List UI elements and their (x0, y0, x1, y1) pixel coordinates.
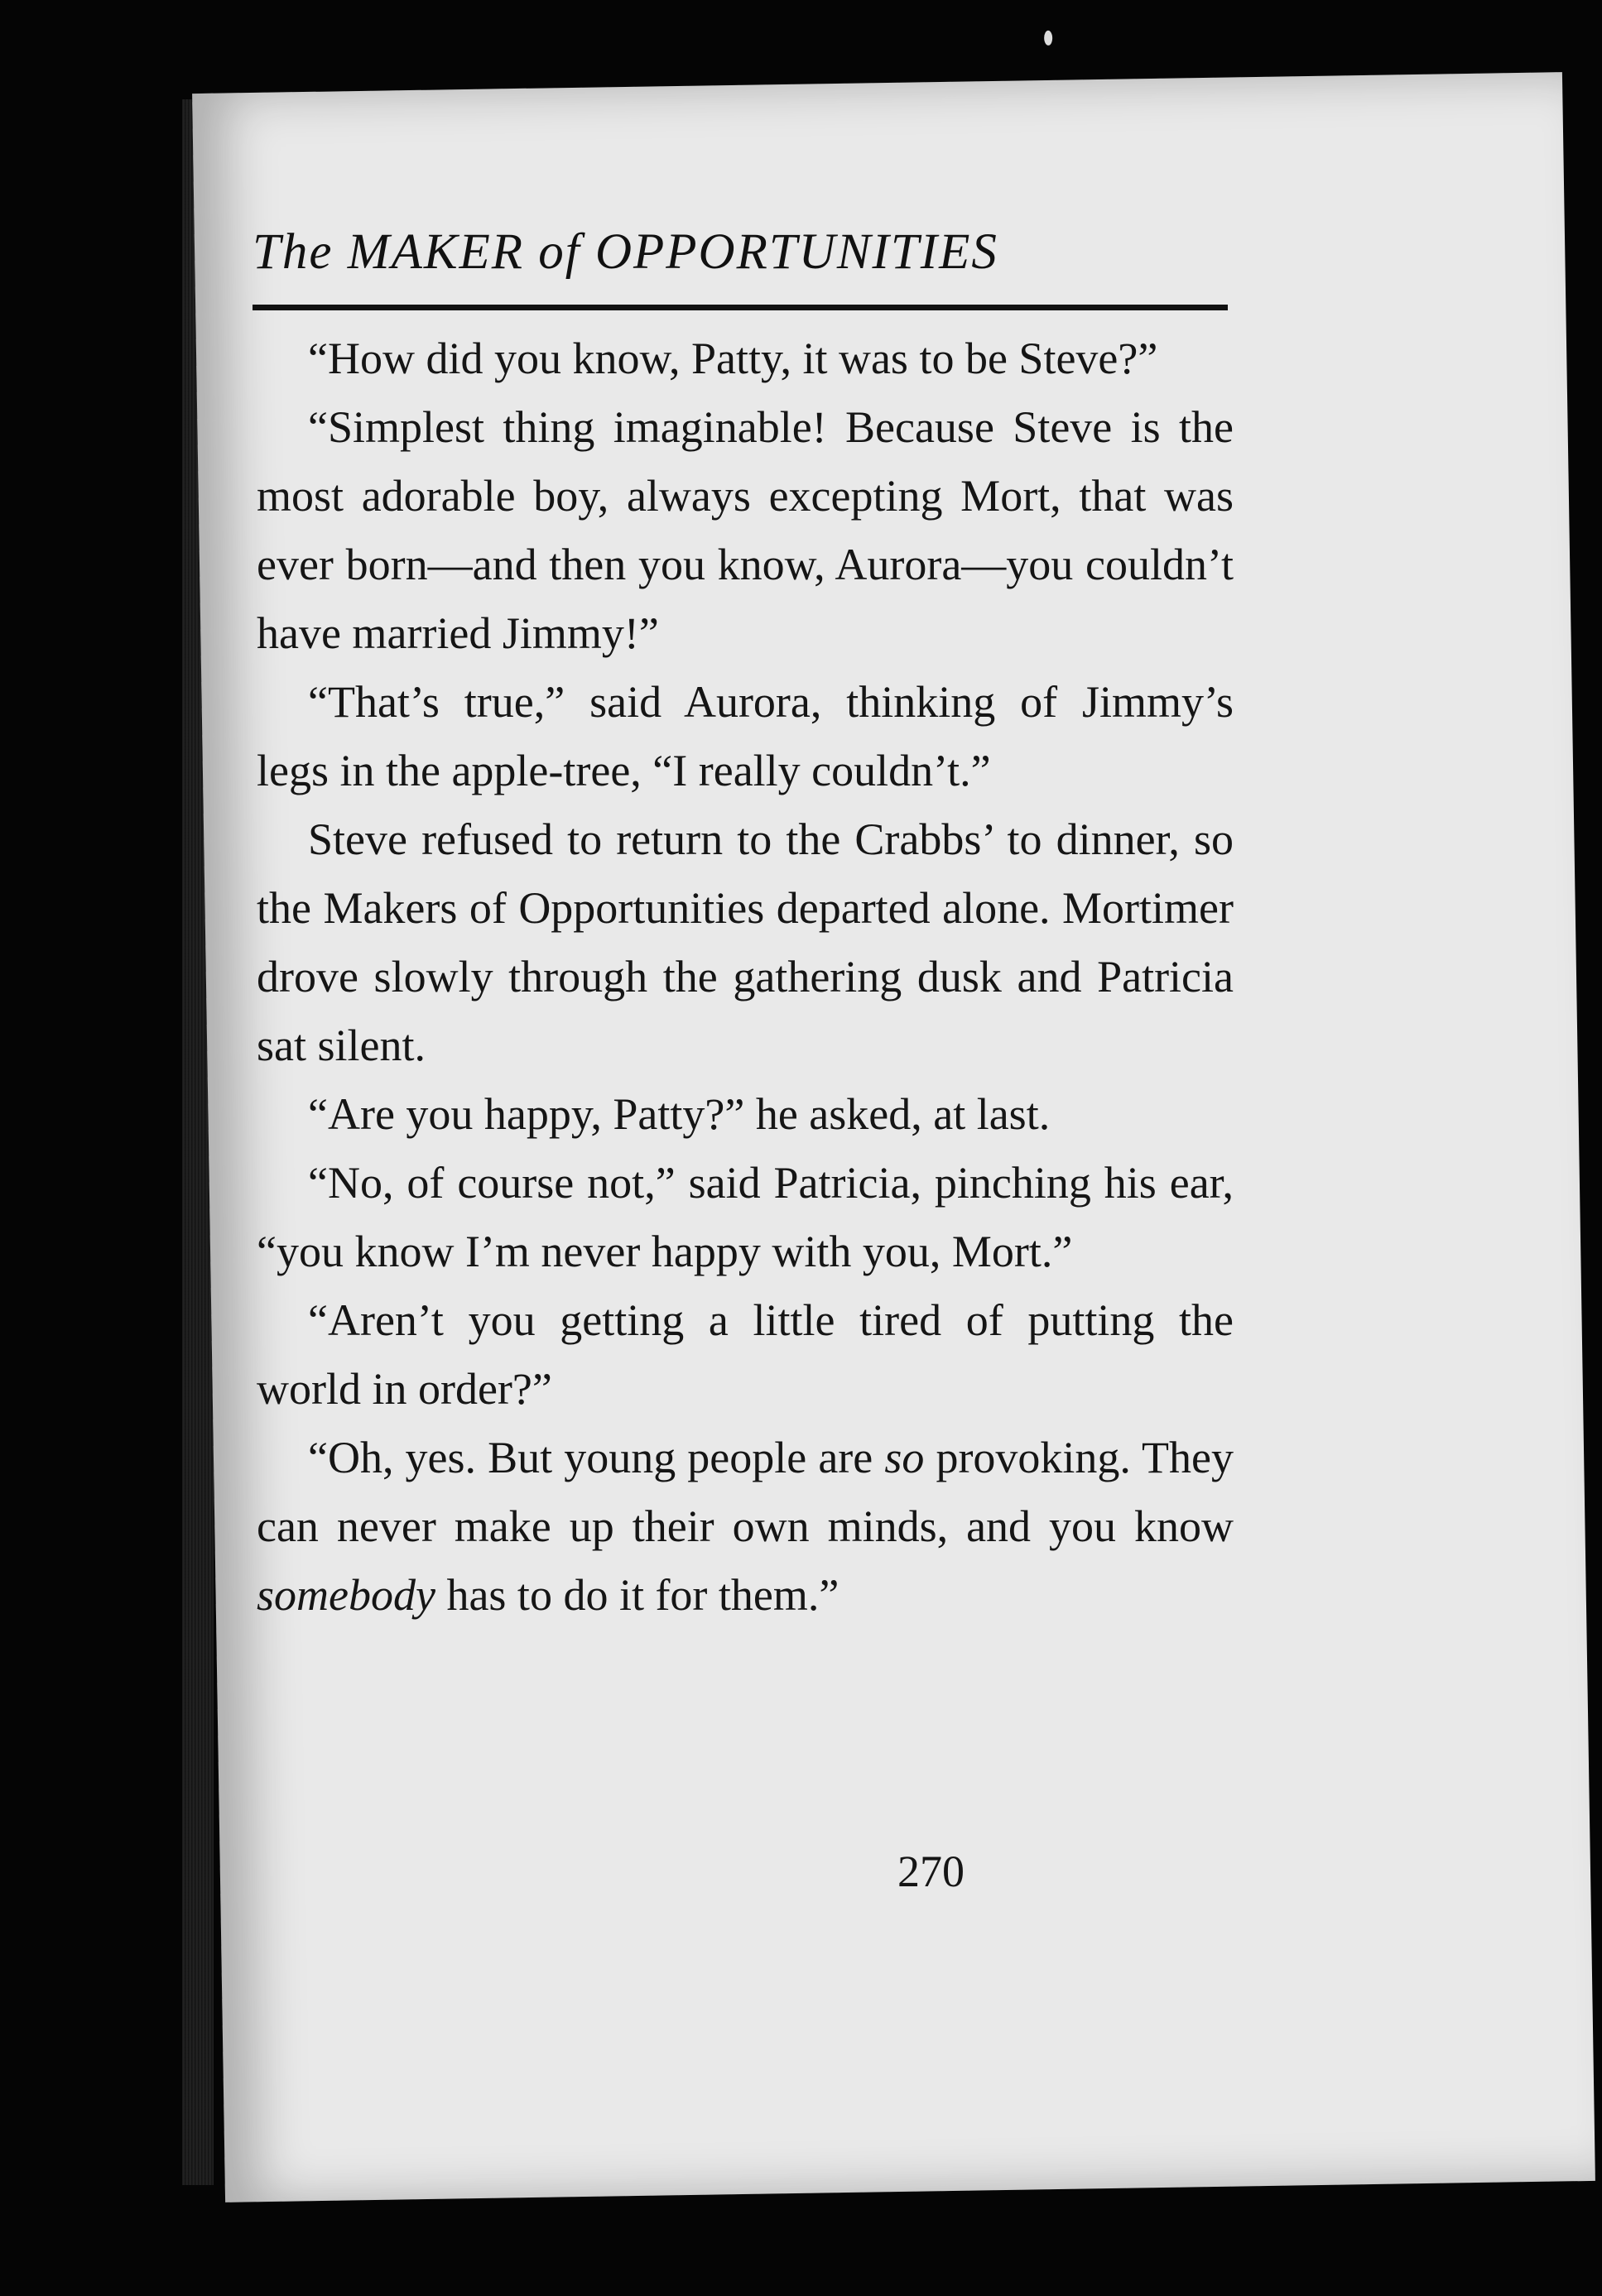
paragraph-text: “No, of course not,” said Patricia, pinching his ear, “you know I’m never happy with you, Mort.” (257, 1158, 1234, 1276)
page-number: 270 (897, 1847, 965, 1896)
italic-emphasis: so (884, 1433, 925, 1482)
paragraph-text: “Simplest thing imaginable! Because Steve is the most adorable boy, always excepting Mort, that was ever born—and then you know, Aurora—you couldn’t have married Jimmy!” (257, 402, 1234, 658)
paragraph-text: has to do it for them.” (435, 1570, 839, 1620)
paragraph-text: “How did you know, Patty, it was to be Steve?” (308, 334, 1158, 383)
paragraph-text: “Are you happy, Patty?” he asked, at last. (308, 1089, 1051, 1139)
running-head: The MAKER of OPPORTUNITIES (253, 224, 998, 280)
paragraph-text: “That’s true,” said Aurora, thinking of Jimmy’s legs in the apple-tree, “I really couldn’t.” (257, 677, 1234, 795)
dust-speck (1044, 31, 1052, 46)
paragraph-text: “Oh, yes. But young people are (308, 1433, 885, 1482)
italic-emphasis: somebody (257, 1570, 435, 1620)
paragraph-text: “Aren’t you getting a little tired of putting the world in order?” (257, 1295, 1234, 1414)
paragraph-text: Steve refused to return to the Crabbs’ to dinner, so the Makers of Opportunities departed alone. Mortimer drove slowly through the gathering dusk and Patricia sat silent. (257, 814, 1234, 1070)
page-number-area (209, 83, 1579, 2192)
paragraph-text: provoking. They can never make up their own minds, and you know (257, 1433, 1234, 1551)
